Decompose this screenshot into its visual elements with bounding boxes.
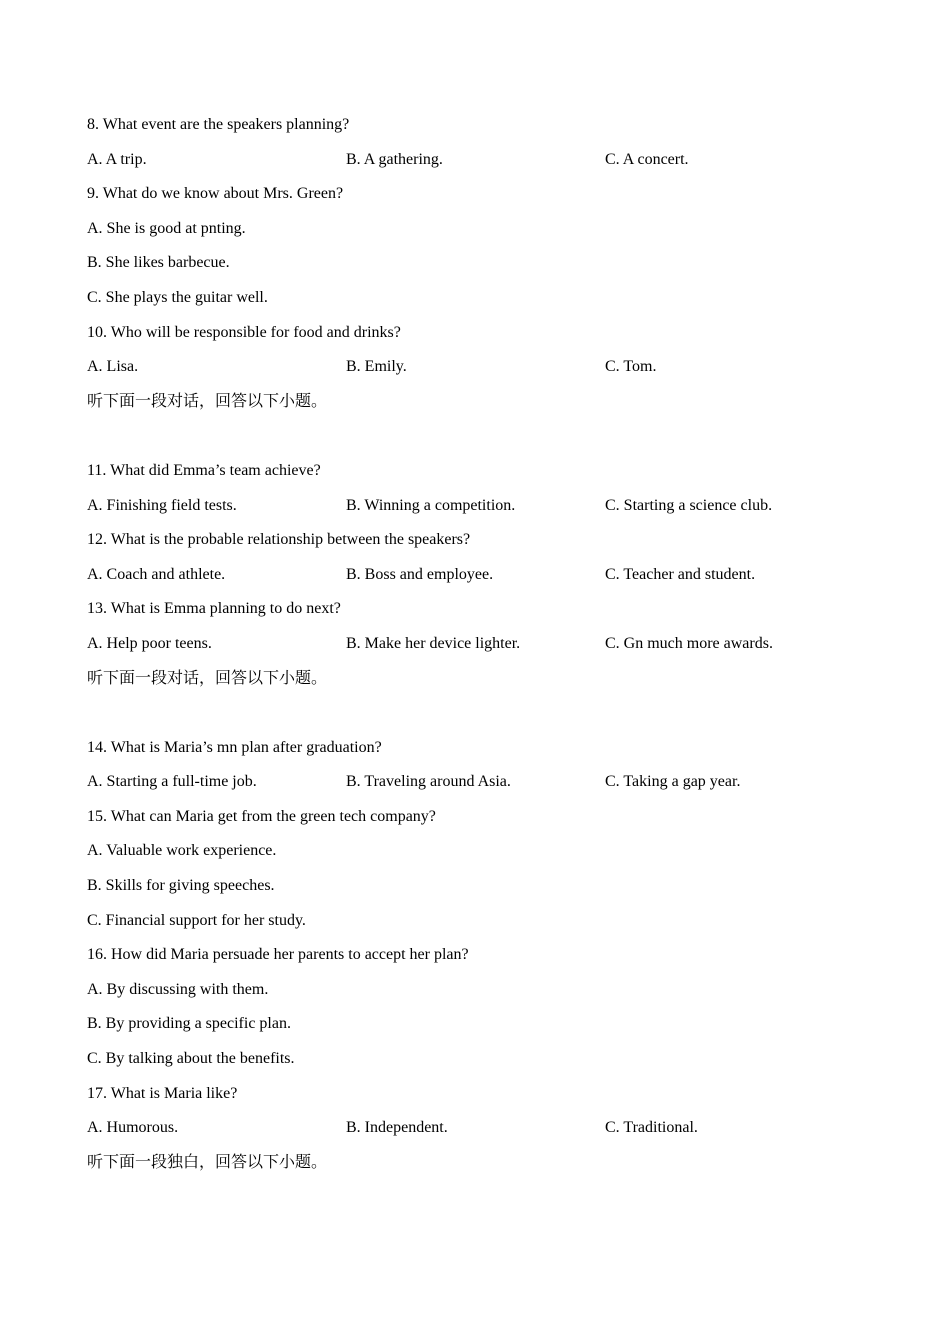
section-spacer — [87, 696, 887, 731]
answer-option: A. Help poor teens. — [87, 634, 212, 652]
answer-options-row — [87, 143, 887, 178]
text-line: 9. What do we know about Mrs. Green? — [87, 185, 344, 203]
answer-option: A. Finishing field tests. — [87, 496, 237, 514]
answer-options-row — [87, 765, 887, 800]
answer-option: A. Lisa. — [87, 358, 139, 376]
text-line: 15. What can Maria get from the green tech company? — [87, 807, 436, 825]
text-line: A. She is good at pnting. — [87, 219, 246, 237]
text-line: 10. Who will be responsible for food and drinks? — [87, 323, 401, 341]
text-line: 听下面一段独白，回答以下小题。 — [87, 1153, 328, 1171]
text-line: C. By talking about the benefits. — [87, 1050, 295, 1068]
answer-options-row — [87, 489, 887, 524]
text-line: 8. What event are the speakers planning? — [87, 116, 350, 133]
answer-option: B. Winning a competition. — [346, 496, 516, 514]
text-line: 12. What is the probable relationship between the speakers? — [87, 531, 471, 549]
answer-option: C. Taking a gap year. — [605, 773, 741, 791]
answer-options-row — [87, 627, 887, 662]
text-line: B. Skills for giving speeches. — [87, 877, 275, 895]
text-line: 11. What did Emma’s team achieve? — [87, 461, 321, 479]
answer-option: C. Tom. — [605, 358, 657, 376]
text-line: A. By discussing with them. — [87, 980, 269, 998]
text-line: C. She plays the guitar well. — [87, 288, 268, 306]
text-line: A. Valuable work experience. — [87, 842, 277, 860]
text-line: C. Financial support for her study. — [87, 911, 306, 929]
answer-option: C. A concert. — [605, 150, 689, 168]
text-line: B. She likes barbecue. — [87, 254, 230, 272]
answer-option: C. Teacher and student. — [605, 565, 756, 583]
answer-option: C. Traditional. — [605, 1119, 698, 1137]
section-spacer — [87, 419, 887, 454]
answer-options-row — [87, 350, 887, 385]
answer-options-row — [87, 558, 887, 593]
answer-option: B. Make her device lighter. — [346, 634, 521, 652]
answer-option: C. Starting a science club. — [605, 496, 773, 514]
text-line: 16. How did Maria persuade her parents to accept her plan? — [87, 946, 469, 964]
question-list — [87, 108, 887, 1180]
text-line: 13. What is Emma planning to do next? — [87, 600, 341, 618]
answer-option: B. Emily. — [346, 358, 407, 376]
answer-option: B. Boss and employee. — [346, 565, 494, 583]
text-line: 听下面一段对话，回答以下小题。 — [87, 669, 328, 687]
answer-option: A. Starting a full-time job. — [87, 773, 257, 791]
answer-options-row — [87, 1111, 887, 1146]
text-line: B. By providing a specific plan. — [87, 1015, 291, 1033]
text-line: 17. What is Maria like? — [87, 1084, 238, 1102]
answer-option: B. A gathering. — [346, 150, 443, 168]
answer-option: A. Humorous. — [87, 1119, 179, 1137]
answer-option: B. Traveling around Asia. — [346, 773, 511, 791]
text-line: 听下面一段对话，回答以下小题。 — [87, 392, 328, 410]
answer-option: B. Independent. — [346, 1119, 448, 1137]
answer-option: C. Gn much more awards. — [605, 634, 773, 652]
answer-option: A. Coach and athlete. — [87, 565, 226, 583]
text-line: 14. What is Maria’s mn plan after graduation? — [87, 738, 382, 756]
answer-option: A. A trip. — [87, 150, 147, 168]
